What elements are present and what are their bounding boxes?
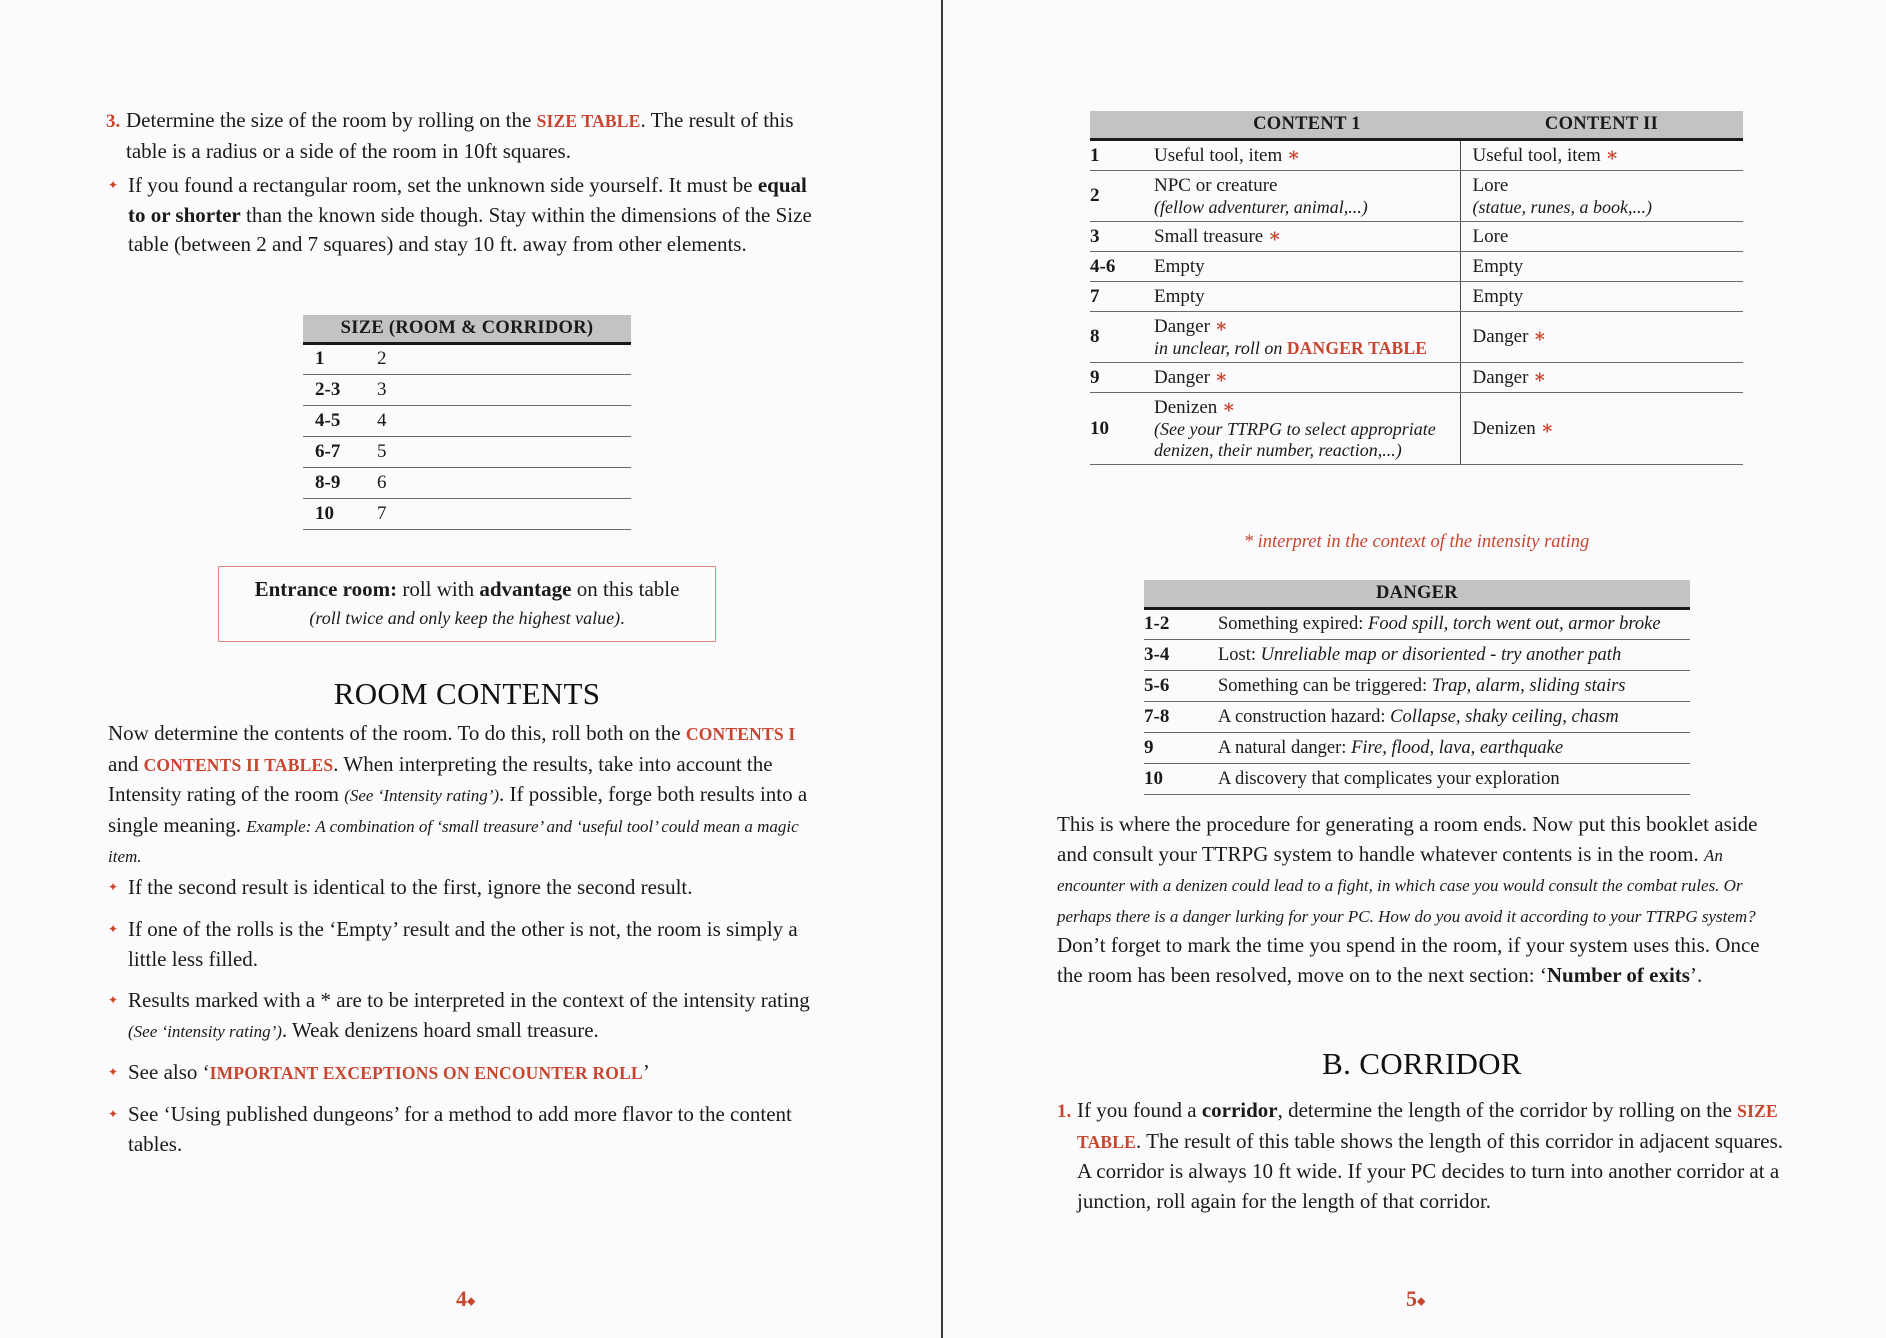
content-table-row <box>1090 139 1743 170</box>
size-table-row <box>303 374 631 405</box>
bullet-identical-result: ✦ If the second result is identical to the first, ignore the second result. <box>108 873 826 903</box>
page-number: 4◆ <box>456 1286 476 1311</box>
step-3: 3. Determine the size of the room by rolling on the SIZE TABLE. The result of this table is a radius or a side of the room in 10ft squares. <box>106 108 794 163</box>
danger-cell: Lost: Unreliable map or disoriented - try another path <box>1218 639 1690 670</box>
size-cell: 7 <box>377 498 631 529</box>
size-table-row <box>303 436 631 467</box>
exceptions-link[interactable]: IMPORTANT EXCEPTIONS ON ENCOUNTER ROLL <box>209 1063 643 1083</box>
asterisk-icon: ∗ <box>1533 326 1547 347</box>
asterisk-icon: ∗ <box>1540 417 1554 439</box>
roll-cell: 7 <box>1090 281 1154 311</box>
content-table-row <box>1090 251 1743 281</box>
size-table-link[interactable]: SIZE TABLE <box>1077 1101 1778 1152</box>
size-table-row <box>303 467 631 498</box>
roll-cell: 2-3 <box>303 374 377 405</box>
size-table-row <box>303 343 631 374</box>
content-2-cell: Empty <box>1460 251 1743 281</box>
size-table-link[interactable]: SIZE TABLE <box>536 111 641 131</box>
size-table-row <box>303 405 631 436</box>
roll-cell: 8-9 <box>303 467 377 498</box>
roll-cell: 10 <box>1090 392 1154 464</box>
contents-2-link[interactable]: CONTENTS II TABLES <box>143 754 334 775</box>
content-2-cell: Lore <box>1460 221 1743 251</box>
content-1-cell: Empty <box>1154 251 1460 281</box>
bullet-see-also: ✦ See also ‘IMPORTANT EXCEPTIONS ON ENCOUNTER ROLL’ <box>108 1058 826 1089</box>
bullet-rectangular-room: ✦ If you found a rectangular room, set the unknown side yourself. It must be equal to or shorter than the known side though. Stay within the dimensions of the Size table (between 2 and 7 squares) and stay 10 ft. away from other elements. <box>108 173 812 256</box>
spine-divider <box>941 0 943 1338</box>
danger-cell: Something expired: Food spill, torch went out, armor broke <box>1218 608 1690 639</box>
content-1-cell: Empty <box>1154 281 1460 311</box>
page-5 <box>944 0 1886 1338</box>
asterisk-icon: ∗ <box>1214 366 1228 388</box>
size-cell: 3 <box>377 374 631 405</box>
content-table-row <box>1090 311 1743 362</box>
danger-table-row <box>1144 732 1690 763</box>
roll-cell: 8 <box>1090 311 1154 362</box>
roll-cell: 1 <box>303 343 377 374</box>
roll-cell: 3-4 <box>1144 639 1218 670</box>
roll-cell: 5-6 <box>1144 670 1218 701</box>
roll-cell: 9 <box>1090 362 1154 392</box>
danger-table-row <box>1144 763 1690 794</box>
size-cell: 4 <box>377 405 631 436</box>
asterisk-footnote: * interpret in the context of the intensity rating <box>1243 532 1590 552</box>
danger-table-row <box>1144 639 1690 670</box>
bullet-icon: ✦ <box>108 1107 119 1121</box>
content-1-cell: Danger ∗ in unclear, roll on DANGER TABLE <box>1154 311 1460 362</box>
step-number: 1. <box>1057 1101 1072 1122</box>
corridor-step-1: 1. If you found a corridor, determine the length of the corridor by rolling on the SIZE TABLE. The result of this table shows the length of this corridor in adjacent squares. A corridor is always 10 ft wide. If your PC decides to turn into another corridor at a junction, roll again for the length of that corridor. <box>1057 1098 1783 1213</box>
bullet-icon: ✦ <box>108 880 119 894</box>
number-of-exits-ref[interactable]: Number of exits <box>1546 962 1690 987</box>
content-1-cell: Danger ∗ <box>1154 362 1460 392</box>
bullet-icon: ✦ <box>108 993 119 1007</box>
content-2-cell: Empty <box>1460 281 1743 311</box>
bullet-asterisk-results: ✦ Results marked with a * are to be interpreted in the context of the intensity rating (See ‘intensity rating’). Weak denizens hoard small treasure. <box>108 988 810 1042</box>
asterisk-icon: ∗ <box>1222 396 1236 418</box>
danger-cell: Something can be triggered: Trap, alarm, sliding stairs <box>1218 670 1690 701</box>
roll-cell: 4-6 <box>1090 251 1154 281</box>
content-1-cell: Small treasure ∗ <box>1154 221 1460 251</box>
entrance-room-callout: Entrance room: roll with advantage on this table (roll twice and only keep the highest value). <box>218 566 716 642</box>
danger-table <box>1144 580 1690 795</box>
asterisk-icon: ∗ <box>1267 225 1282 247</box>
content-table-row <box>1090 170 1743 221</box>
asterisk-icon: ∗ <box>1533 366 1547 388</box>
content-2-cell: Useful tool, item ∗ <box>1460 139 1743 170</box>
roll-cell: 10 <box>303 498 377 529</box>
content-1-cell: Useful tool, item ∗ <box>1154 139 1460 170</box>
danger-cell: A construction hazard: Collapse, shaky ceiling, chasm <box>1218 701 1690 732</box>
size-cell: 5 <box>377 436 631 467</box>
bullet-icon: ✦ <box>108 178 119 192</box>
content-2-header: CONTENT II <box>1460 111 1743 139</box>
bullet-published-dungeons: ✦ See ‘Using published dungeons’ for a method to add more flavor to the content tables. <box>108 1102 792 1156</box>
danger-table-row <box>1144 701 1690 732</box>
procedure-end-paragraph: This is where the procedure for generating a room ends. Now put this booklet aside and consult your TTRPG system to handle whatever contents is in the room. An encounter with a denizen could lead to a fight, in which case you would consult the combat rules. Or perhaps there is a danger lurking for your PC. How do you avoid it according to your TTRPG system? Don’t forget to mark the time you spend in the room, if your system uses this. Once the room has been resolved, move on to the next section: ‘Number of exits’. <box>1057 812 1760 987</box>
danger-header: DANGER <box>1218 580 1690 608</box>
page-ornament-icon: ◆ <box>1417 1295 1426 1308</box>
asterisk-icon: ∗ <box>1605 144 1619 166</box>
page-ornament-icon: ◆ <box>467 1295 476 1308</box>
size-table-row <box>303 498 631 529</box>
bullet-icon: ✦ <box>108 922 119 936</box>
room-contents-intro: Now determine the contents of the room. To do this, roll both on the CONTENTS I and CONTENTS II TABLES. When interpreting the results, take into account the Intensity rating of the room (See ‘Intensity rating’). If possible, forge both results into a single meaning. Example: A combination of ‘small treasure’ and ‘useful tool’ could mean a magic item. <box>108 721 808 866</box>
roll-cell: 10 <box>1144 763 1218 794</box>
contents-1-link[interactable]: CONTENTS I <box>685 724 796 744</box>
danger-cell: A discovery that complicates your exploration <box>1218 763 1690 794</box>
roll-cell: 2 <box>1090 170 1154 221</box>
danger-table-link[interactable]: DANGER TABLE <box>1286 337 1428 358</box>
roll-cell: 6-7 <box>303 436 377 467</box>
content-1-cell: NPC or creature (fellow adventurer, animal,...) <box>1154 170 1460 221</box>
content-table-row <box>1090 221 1743 251</box>
roll-cell: 7-8 <box>1144 701 1218 732</box>
content-2-cell: Denizen ∗ <box>1460 392 1743 464</box>
content-2-cell: Danger ∗ <box>1460 362 1743 392</box>
size-cell: 6 <box>377 467 631 498</box>
page-number: 5◆ <box>1406 1286 1426 1311</box>
step-number: 3. <box>106 111 121 132</box>
room-contents-heading: ROOM CONTENTS <box>333 676 601 711</box>
content-1-header: CONTENT 1 <box>1154 111 1460 139</box>
content-table-row <box>1090 362 1743 392</box>
content-1-cell: Denizen ∗ (See your TTRPG to select appropriate denizen, their number, reaction,...) <box>1154 392 1460 464</box>
size-table-header: SIZE (ROOM & CORRIDOR) <box>303 315 631 343</box>
roll-cell: 4-5 <box>303 405 377 436</box>
asterisk-icon: ∗ <box>1286 144 1301 166</box>
asterisk-icon: ∗ <box>1214 315 1228 337</box>
content-table-row <box>1090 281 1743 311</box>
content-table <box>1090 111 1743 465</box>
content-table-row <box>1090 392 1743 464</box>
corridor-heading: B. CORRIDOR <box>1322 1046 1522 1081</box>
roll-cell: 1-2 <box>1144 608 1218 639</box>
roll-cell: 3 <box>1090 221 1154 251</box>
danger-table-row <box>1144 608 1690 639</box>
content-2-cell: Lore (statue, runes, a book,...) <box>1460 170 1743 221</box>
bullet-empty-result: ✦ If one of the rolls is the ‘Empty’ result and the other is not, the room is simply a little less filled. <box>108 917 798 971</box>
page-4 <box>0 0 942 1338</box>
danger-cell: A natural danger: Fire, flood, lava, earthquake <box>1218 732 1690 763</box>
size-cell: 2 <box>377 343 631 374</box>
danger-table-row <box>1144 670 1690 701</box>
roll-cell: 9 <box>1144 732 1218 763</box>
size-table <box>303 315 631 530</box>
roll-cell: 1 <box>1090 139 1154 170</box>
content-2-cell: Danger ∗ <box>1460 311 1743 362</box>
bullet-icon: ✦ <box>108 1065 119 1079</box>
